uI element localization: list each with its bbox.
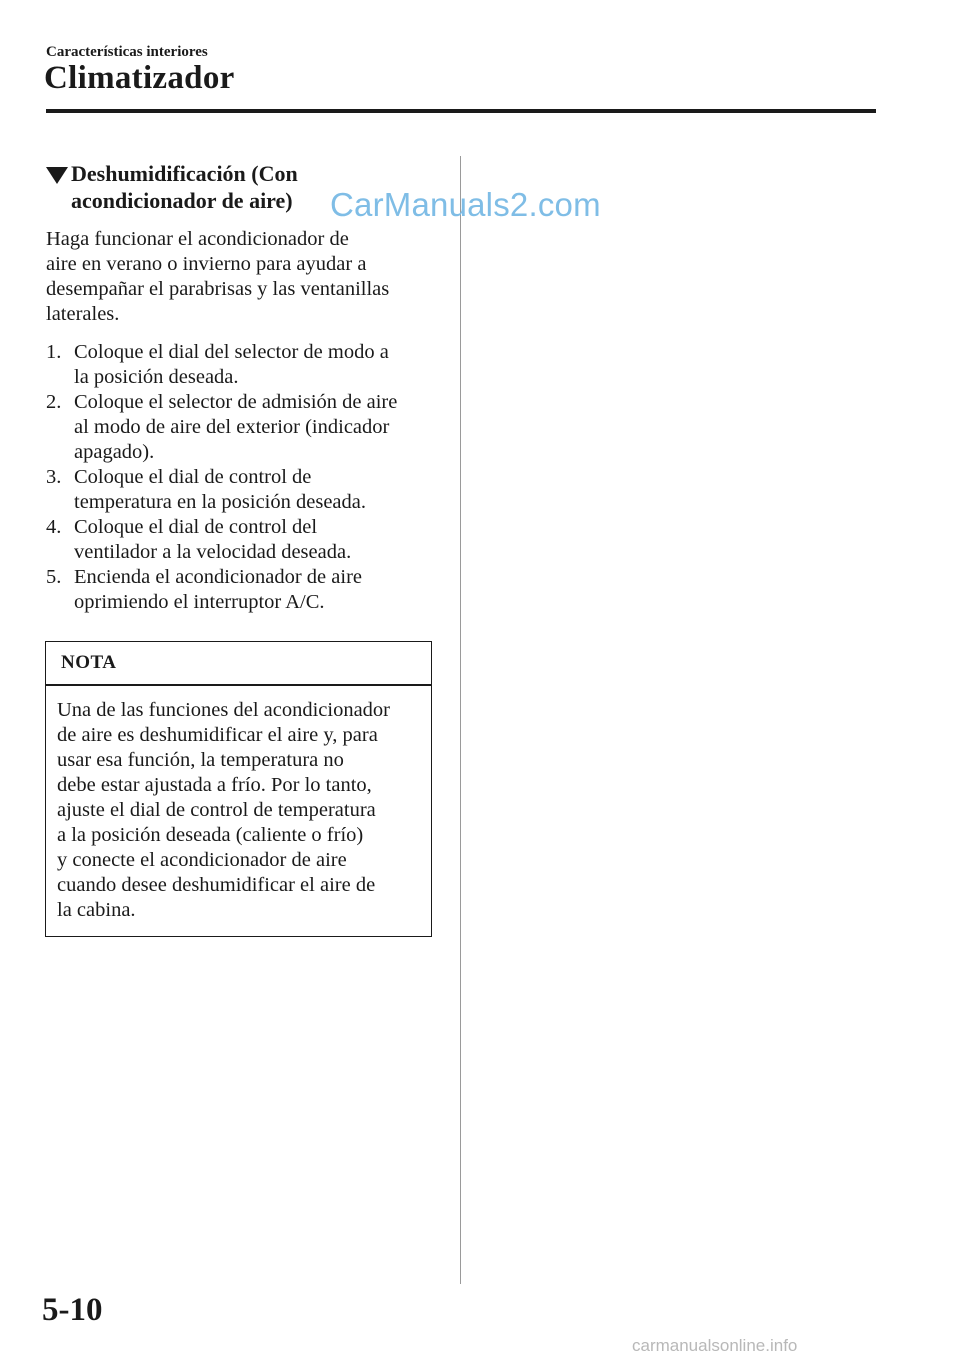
chapter-title: Climatizador bbox=[44, 60, 235, 96]
note-divider bbox=[46, 684, 431, 686]
note-line: usar esa función, la temperatura no bbox=[57, 749, 344, 771]
step-number: 5. bbox=[46, 566, 62, 588]
step-line: Coloque el dial de control de bbox=[74, 466, 312, 488]
step-line: ventilador a la velocidad deseada. bbox=[74, 541, 352, 563]
triangle-down-icon bbox=[46, 167, 68, 184]
step-line: Coloque el selector de admisión de aire bbox=[74, 391, 398, 413]
section-label: Características interiores bbox=[46, 44, 208, 60]
intro-line: laterales. bbox=[46, 303, 120, 325]
footer-watermark[interactable]: carmanualsonline.info bbox=[632, 1336, 798, 1355]
step-line: oprimiendo el interruptor A/C. bbox=[74, 591, 325, 613]
intro-line: Haga funcionar el acondicionador de bbox=[46, 228, 349, 250]
section-heading bbox=[46, 160, 346, 214]
watermark-logo[interactable]: CarManuals2.com bbox=[330, 186, 601, 223]
page-number: 5-10 bbox=[42, 1292, 103, 1328]
column-divider bbox=[460, 156, 461, 1284]
note-line: Una de las funciones del acondicionador bbox=[57, 699, 391, 721]
note-line: ajuste el dial de control de temperatura bbox=[57, 799, 376, 821]
step-number: 2. bbox=[46, 391, 62, 413]
step-line: Encienda el acondicionador de aire bbox=[74, 566, 362, 588]
step-number: 4. bbox=[46, 516, 62, 538]
step-item bbox=[46, 390, 446, 465]
intro-line: desempañar el parabrisas y las ventanillas bbox=[46, 278, 390, 300]
step-line: apagado). bbox=[74, 441, 155, 463]
note-line: debe estar ajustada a frío. Por lo tanto, bbox=[57, 774, 372, 796]
header-rule bbox=[46, 109, 876, 113]
note-line: cuando desee deshumidificar el aire de bbox=[57, 874, 376, 896]
note-line: y conecte el acondicionador de aire bbox=[57, 849, 347, 871]
note-line: a la posición deseada (caliente o frío) bbox=[57, 824, 364, 846]
note-line: de aire es deshumidificar el aire y, para bbox=[57, 724, 378, 746]
note-title: NOTA bbox=[61, 652, 117, 673]
step-line: temperatura en la posición deseada. bbox=[74, 491, 366, 513]
step-item bbox=[46, 515, 446, 565]
note-box bbox=[45, 641, 432, 937]
intro-line: aire en verano o invierno para ayudar a bbox=[46, 253, 367, 275]
step-line: Coloque el dial de control del bbox=[74, 516, 318, 538]
step-line: Coloque el dial del selector de modo a bbox=[74, 341, 389, 363]
heading-line-1: Deshumidificación (Con bbox=[71, 161, 298, 186]
step-number: 3. bbox=[46, 466, 62, 488]
step-item bbox=[46, 565, 446, 615]
step-line: la posición deseada. bbox=[74, 366, 239, 388]
note-text bbox=[57, 698, 427, 923]
step-item bbox=[46, 465, 446, 515]
step-number: 1. bbox=[46, 341, 62, 363]
step-item bbox=[46, 340, 446, 390]
intro-paragraph bbox=[46, 227, 446, 327]
note-line: la cabina. bbox=[57, 899, 136, 921]
step-line: al modo de aire del exterior (indicador bbox=[74, 416, 390, 438]
steps-list bbox=[46, 340, 446, 615]
heading-line-2: acondicionador de aire) bbox=[71, 188, 293, 213]
